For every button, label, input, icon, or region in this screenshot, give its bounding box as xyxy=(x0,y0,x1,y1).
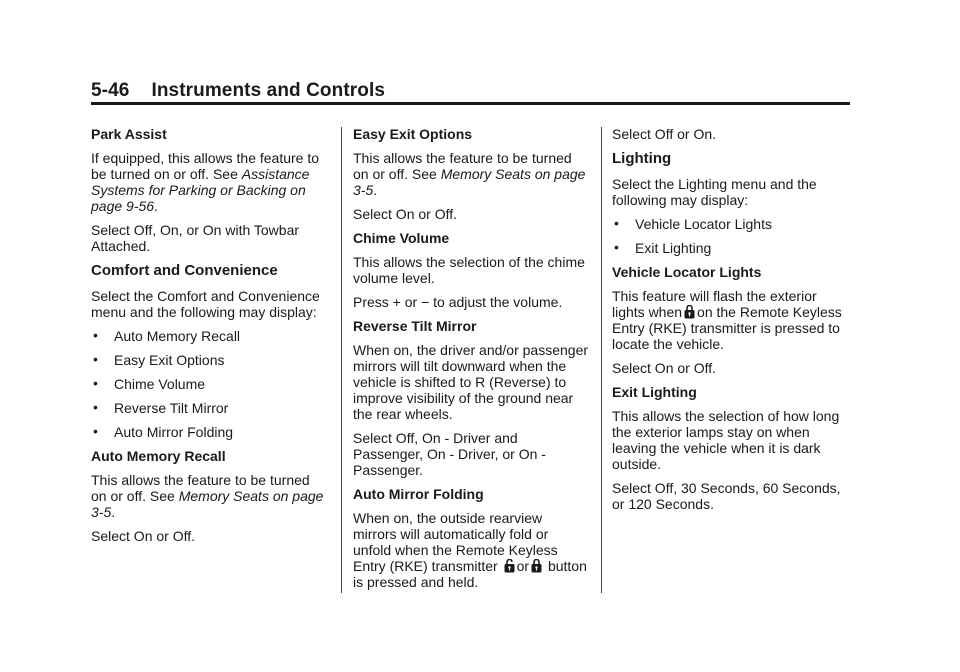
eeo-reference: Memory Seats on page 3-5 xyxy=(353,166,586,198)
comfort-list xyxy=(91,328,327,440)
auto-memory-recall-heading: Auto Memory Recall xyxy=(91,448,226,464)
park-assist-period: . xyxy=(154,198,158,214)
amf-body-end: button is pressed and held. xyxy=(353,558,587,590)
lock-icon xyxy=(531,559,542,573)
reverse-tilt-heading: Reverse Tilt Mirror xyxy=(353,318,477,334)
comfort-heading: Comfort and Convenience xyxy=(91,262,278,279)
amf-or: or xyxy=(516,558,530,574)
easy-exit-select: Select On or Off. xyxy=(353,206,458,222)
auto-mirror-folding-text xyxy=(353,510,589,590)
list-item: • Vehicle Locator Lights xyxy=(612,216,848,232)
page-header xyxy=(91,80,385,102)
amr-reference: Memory Seats on page 3-5 xyxy=(91,488,324,520)
column-3 xyxy=(612,126,848,520)
amr-body: This allows the feature to be turned on or off. See xyxy=(91,472,310,504)
park-assist-body: If equipped, this allows the feature to be turned on or off. See xyxy=(91,150,320,182)
chime-volume-heading: Chime Volume xyxy=(353,230,450,246)
park-assist-text xyxy=(91,150,327,214)
eeo-period: . xyxy=(373,182,378,198)
column-divider-2 xyxy=(601,127,602,593)
chime-volume-text: This allows the selection of the chime volume level. xyxy=(353,254,585,286)
list-item: • Easy Exit Options xyxy=(91,352,327,368)
vehicle-locator-select: Select On or Off. xyxy=(612,360,717,376)
amr-period: . xyxy=(111,504,116,520)
reverse-tilt-select: Select Off, On - Driver and Passenger, On - Driver, or On - Passenger. xyxy=(353,430,546,478)
park-assist-heading: Park Assist xyxy=(91,126,167,142)
unlock-icon xyxy=(504,559,515,573)
comfort-intro: Select the Comfort and Convenience menu and the following may display: xyxy=(91,288,320,320)
list-item: • Reverse Tilt Mirror xyxy=(91,400,327,416)
auto-memory-recall-select: Select On or Off. xyxy=(91,528,196,544)
exit-lighting-heading: Exit Lighting xyxy=(612,384,697,400)
vll-body: This feature will flash the exterior lights when xyxy=(612,288,817,320)
header-rule xyxy=(91,102,850,105)
list-item: • Auto Memory Recall xyxy=(91,328,327,344)
exit-lighting-text: This allows the selection of how long the exterior lamps stay on when leaving the vehicle when it is dark outside. xyxy=(612,408,840,472)
chime-volume-press: Press + or − to adjust the volume. xyxy=(353,294,563,310)
amf-body: When on, the outside rearview mirrors will automatically fold or unfold when the Remote Keyless Entry (RKE) transmitter xyxy=(353,510,558,574)
easy-exit-text xyxy=(353,150,589,198)
lighting-list xyxy=(612,216,848,256)
column-1 xyxy=(91,126,327,552)
list-item: • Exit Lighting xyxy=(612,240,848,256)
vehicle-locator-heading: Vehicle Locator Lights xyxy=(612,264,762,280)
lighting-heading: Lighting xyxy=(612,150,672,167)
reverse-tilt-text: When on, the driver and/or passenger mirrors will tilt downward when the vehicle is shifted to R (Reverse) to improve visibility of the ground near the rear wheels. xyxy=(353,342,589,422)
section-title: Instruments and Controls xyxy=(151,80,386,101)
vehicle-locator-text xyxy=(612,288,848,352)
page-number: 5-46 xyxy=(91,80,130,101)
vll-body-end: on the Remote Keyless Entry (RKE) transmitter is pressed to locate the vehicle. xyxy=(612,304,842,352)
auto-memory-recall-text xyxy=(91,472,327,520)
column-2 xyxy=(353,126,589,598)
park-assist-reference: Assistance Systems for Parking or Backing on page 9-56 xyxy=(91,166,310,214)
list-item: • Chime Volume xyxy=(91,376,327,392)
easy-exit-heading: Easy Exit Options xyxy=(353,126,473,142)
park-assist-select: Select Off, On, or On with Towbar Attached. xyxy=(91,222,300,254)
lock-icon xyxy=(684,305,695,319)
lighting-intro: Select the Lighting menu and the following may display: xyxy=(612,176,817,208)
top-select: Select Off or On. xyxy=(612,126,717,142)
eeo-body: This allows the feature to be turned on or off. See xyxy=(353,150,572,182)
list-item: • Auto Mirror Folding xyxy=(91,424,327,440)
column-divider-1 xyxy=(341,127,342,593)
auto-mirror-folding-heading: Auto Mirror Folding xyxy=(353,486,484,502)
exit-lighting-select: Select Off, 30 Seconds, 60 Seconds, or 120 Seconds. xyxy=(612,480,841,512)
